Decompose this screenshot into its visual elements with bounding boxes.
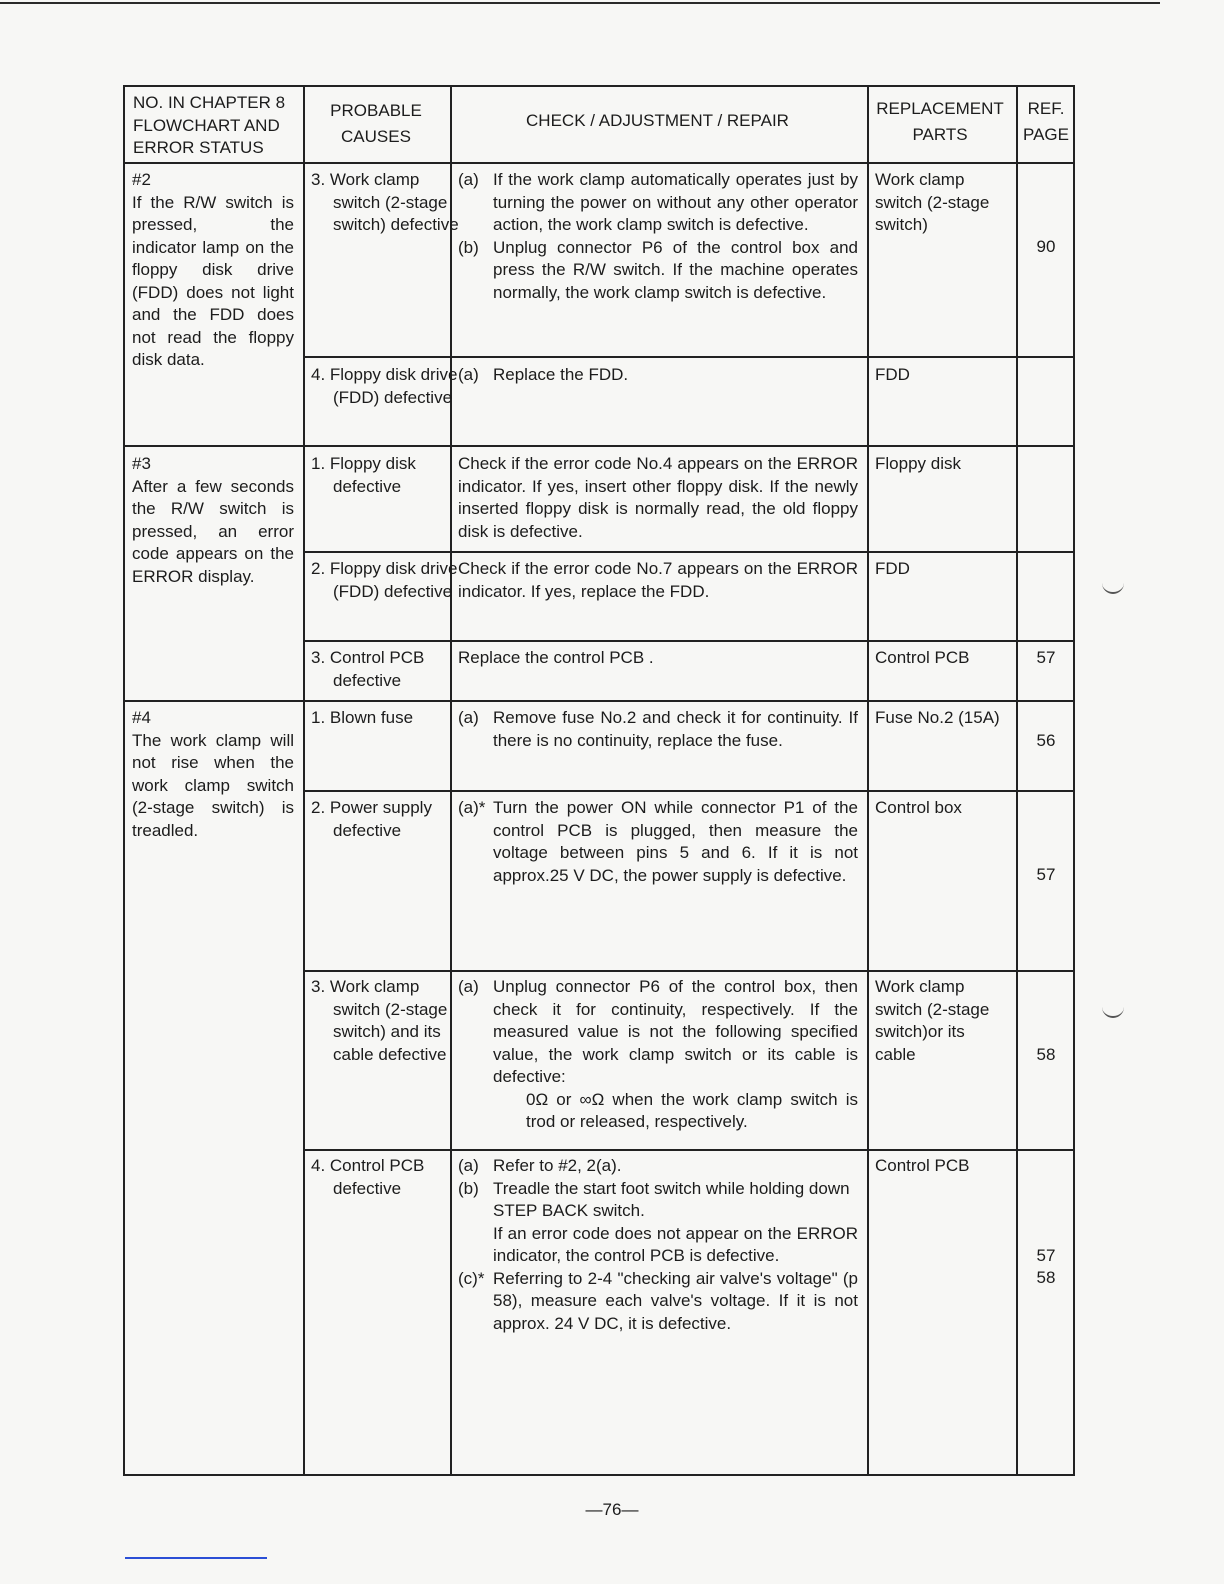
header-ref: REF. PAGE	[1023, 99, 1069, 144]
ref-3-3: 57	[1036, 648, 1056, 667]
row-divider	[303, 551, 1075, 553]
status-4: #4 The work clamp will not rise when the work clamp switch (2-stage switch) is treadled.	[132, 708, 294, 840]
parts-4-2: Control box	[875, 798, 962, 817]
cause-4-2: 2. Power supply defective	[311, 798, 432, 840]
header-causes: PROBABLE CAUSES	[330, 101, 422, 146]
ref-2-3: 90	[1036, 237, 1056, 256]
cause-3-3: 3. Control PCB defective	[311, 648, 425, 690]
row-divider	[303, 1149, 1075, 1151]
check-2-3	[458, 169, 858, 304]
check-3-1: Check if the error code No.4 appears on the ERROR indicator. If yes, insert other floppy disk. If the newly inserted floppy disk is normally read, the old floppy disk is defective.	[458, 454, 858, 541]
check-2-3-a: (a) If the work clamp automatically operates just by turning the power on without any other operator action, the work clamp switch is defective.	[458, 170, 858, 234]
check-4-1: (a) Remove fuse No.2 and check it for continuity. If there is no continuity, replace the fuse.	[458, 708, 858, 750]
row-divider	[125, 700, 1075, 702]
check-3-2: Check if the error code No.7 appears on the ERROR indicator. If yes, replace the FDD.	[458, 559, 858, 601]
check-2-4: (a) Replace the FDD.	[458, 365, 629, 384]
cause-4-4: 4. Control PCB defective	[311, 1156, 425, 1198]
cause-3-1: 1. Floppy disk defective	[311, 454, 416, 496]
column-divider	[867, 87, 869, 1474]
row-divider	[303, 970, 1075, 972]
binding-mark	[1102, 1004, 1124, 1018]
status-3: #3 After a few seconds the R/W switch is pressed, an error code appears on the ERROR display.	[132, 454, 294, 586]
parts-3-1: Floppy disk	[875, 454, 961, 473]
column-divider	[450, 87, 452, 1474]
cause-2-3: 3. Work clamp switch (2-stage switch) defective	[311, 170, 459, 234]
binding-mark	[1102, 580, 1124, 594]
parts-2-3: Work clamp switch (2-stage switch)	[875, 170, 990, 234]
bottom-rule	[125, 1557, 267, 1559]
row-divider	[125, 445, 1075, 447]
ref-4-1: 56	[1036, 731, 1056, 750]
parts-3-3: Control PCB	[875, 648, 970, 667]
parts-4-4: Control PCB	[875, 1156, 970, 1175]
ref-4-4a: 57	[1036, 1246, 1056, 1265]
spec-value: 0Ω or ∞Ω when the work clamp switch is trod or released, respectively.	[526, 1089, 858, 1131]
header-check: CHECK / ADJUSTMENT / REPAIR	[526, 111, 789, 130]
parts-3-2: FDD	[875, 559, 910, 578]
check-4-2: (a)* Turn the power ON while connector P1 of the control PCB is plugged, then measure the voltage between pins 5 and 6. If it is not approx.25 V DC, the power supply is defective.	[458, 798, 858, 885]
page-number: —76—	[585, 1500, 639, 1519]
row-divider	[303, 790, 1075, 792]
check-4-4: (a) Refer to #2, 2(a). (b) Treadle the start foot switch while holding down STEP BACK switch. If an error code does not appear on the ERROR indicator, the control PCB is defective. (c)* Referring to 2-4 "checking air valve's voltage" (p 58), measure each valve's voltage. If it is not approx. 24 V DC, it is defective.	[458, 1156, 858, 1333]
check-4-3: (a) Unplug connector P6 of the control box, then check it for continuity, respectively. If the measured value is not the following specified value, the work clamp switch or its cable is defective: 0Ω or ∞Ω when the work clamp switch is trod or released, respectively.	[458, 976, 858, 1134]
parts-4-1: Fuse No.2 (15A)	[875, 708, 1000, 727]
ref-4-2: 57	[1036, 865, 1056, 884]
top-rule	[0, 2, 1160, 4]
status-2: #2 If the R/W switch is pressed, the indicator lamp on the floppy disk drive (FDD) does not light and the FDD does not read the floppy disk data.	[132, 170, 294, 369]
cause-3-2: 2. Floppy disk drive (FDD) defective	[311, 559, 458, 601]
check-2-3-b: (b) Unplug connector P6 of the control box and press the R/W switch. If the machine operates normally, the work clamp switch is defective.	[458, 237, 858, 302]
row-divider	[303, 356, 1075, 358]
ref-4-4b: 58	[1036, 1268, 1056, 1287]
header-parts: REPLACEMENT PARTS	[876, 99, 1004, 144]
parts-2-4: FDD	[875, 365, 910, 384]
column-divider	[303, 87, 305, 1474]
row-divider	[303, 640, 1075, 642]
ref-4-3: 58	[1036, 1045, 1056, 1064]
header-no: NO. IN CHAPTER 8 FLOWCHART AND ERROR STATUS	[133, 93, 286, 157]
cause-4-3: 3. Work clamp switch (2-stage switch) and its cable defective	[311, 977, 448, 1064]
cause-4-1: 1. Blown fuse	[311, 708, 414, 727]
cause-2-4: 4. Floppy disk drive (FDD) defective	[311, 365, 458, 407]
row-divider	[125, 162, 1075, 164]
check-3-3: Replace the control PCB .	[458, 648, 654, 667]
parts-4-3: Work clamp switch (2-stage switch)or its cable	[875, 977, 990, 1064]
